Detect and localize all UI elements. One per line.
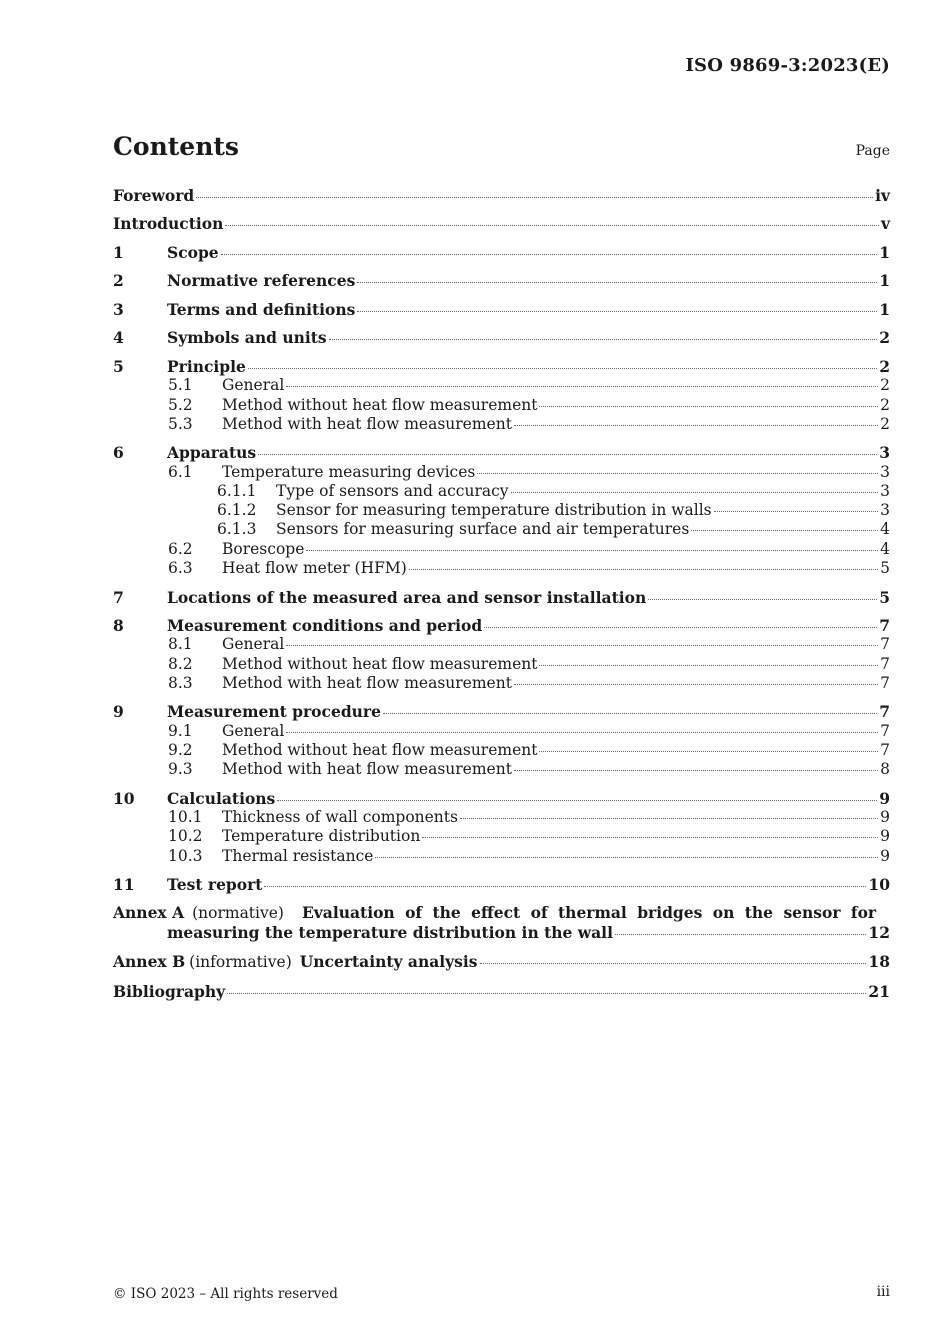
toc-entry-title: General [222, 635, 285, 654]
toc-entry-title: Terms and definitions [167, 299, 356, 319]
toc-entry-number: 3 [113, 299, 124, 319]
toc-entry-title: Method with heat flow measurement [222, 414, 512, 433]
toc-entry[interactable] [113, 808, 890, 827]
toc-entry-number: 7 [113, 587, 124, 607]
toc-entry[interactable] [113, 482, 890, 501]
toc-entry[interactable] [113, 271, 890, 290]
dot-leader [691, 530, 878, 531]
toc-entry[interactable] [113, 501, 890, 520]
toc-entry-page: 1 [879, 271, 890, 291]
page-column-label: Page [855, 143, 890, 159]
toc-entry[interactable] [113, 616, 890, 635]
toc-entry[interactable] [113, 300, 890, 319]
toc-entry-page: 3 [880, 501, 890, 520]
toc-entry-number: 8.1 [168, 635, 193, 654]
toc-entry-number: 8.2 [168, 654, 193, 673]
toc-entry-page: 9 [880, 827, 890, 846]
toc-entry-number: 5.1 [168, 376, 193, 395]
toc-entry-number: 6.1.2 [217, 501, 257, 520]
toc-entry-page: 7 [879, 702, 890, 722]
toc-entry-page: 7 [880, 654, 890, 673]
toc-entry-number: 10.2 [168, 827, 203, 846]
toc-entry-page: 4 [880, 520, 890, 539]
dot-leader [514, 770, 878, 771]
toc-entry-title: Normative references [167, 271, 356, 291]
toc-entry-page: 7 [880, 721, 890, 740]
toc-entry-bibliography[interactable] [113, 982, 890, 1001]
toc-entry-page: 7 [879, 616, 890, 636]
toc-entry-page: 2 [879, 328, 890, 348]
toc-entry-page: 3 [880, 462, 890, 481]
toc-entry-number: 11 [113, 875, 135, 895]
dot-leader [329, 339, 878, 340]
toc-entry-number: 6 [113, 443, 124, 463]
toc-entry-page: v [880, 214, 890, 234]
dot-leader [648, 599, 877, 600]
dot-leader [227, 993, 866, 994]
dot-leader [221, 254, 878, 255]
dot-leader [248, 368, 877, 369]
toc-entry-title: Thermal resistance [222, 846, 374, 865]
toc-entry-page: 7 [880, 673, 890, 692]
toc-entry-page: 5 [879, 587, 890, 607]
toc-entry-page: 2 [880, 395, 890, 414]
toc-entry-title: Foreword [113, 186, 195, 205]
dot-leader [264, 886, 866, 887]
toc-entry-number: 10 [113, 788, 135, 808]
toc-entry-number: 9.1 [168, 721, 193, 740]
toc-entry-title: Calculations [167, 788, 276, 808]
toc-entry[interactable] [113, 827, 890, 846]
toc-entry[interactable] [113, 415, 890, 434]
dot-leader [306, 550, 878, 551]
toc-entry-title: Measurement procedure [167, 702, 381, 722]
dot-leader [383, 713, 877, 714]
toc-entries [113, 186, 890, 894]
toc-entry-title: Temperature distribution [222, 827, 421, 846]
dot-leader [286, 386, 878, 387]
dot-leader [714, 511, 879, 512]
toc-entry-number: 5.2 [168, 395, 193, 414]
annex-a-label: Annex A [113, 903, 185, 923]
toc-entry[interactable] [113, 463, 890, 482]
dot-leader [357, 311, 877, 312]
toc-entry-page: 5 [880, 559, 890, 578]
toc-entry-number: 6.2 [168, 539, 193, 558]
dot-leader [514, 425, 878, 426]
toc-entry-title: Test report [167, 875, 263, 895]
toc-entry-page: 2 [880, 376, 890, 395]
toc-entry[interactable] [113, 186, 890, 205]
contents-heading: Contents [113, 132, 240, 161]
toc-entry-number: 6.1 [168, 462, 193, 481]
toc-entry-number: 5.3 [168, 414, 193, 433]
toc-entry-page: 7 [880, 635, 890, 654]
toc-entry[interactable] [113, 243, 890, 262]
toc-entry-title: Scope [167, 242, 219, 262]
toc-entry[interactable] [113, 702, 890, 721]
dot-leader [258, 454, 877, 455]
toc-entry[interactable] [113, 357, 890, 376]
toc-entry-page: 4 [880, 539, 890, 558]
toc-entry-title: Measurement conditions and period [167, 616, 483, 636]
toc-entry-page: 7 [880, 741, 890, 759]
dot-leader [539, 751, 878, 752]
toc-entry-title: Thickness of wall components [222, 808, 458, 827]
toc-entry[interactable] [113, 328, 890, 347]
toc-entry-page: 2 [879, 356, 890, 376]
toc-entry[interactable] [113, 396, 890, 415]
dot-leader [615, 934, 866, 935]
toc-entry[interactable] [113, 674, 890, 693]
dot-leader [539, 665, 878, 666]
toc-entry-title: Principle [167, 356, 246, 376]
toc-entry-page: 8 [880, 760, 890, 779]
toc-entry-number: 6.3 [168, 559, 193, 578]
toc-entry-title: Heat flow meter (HFM) [222, 559, 407, 578]
toc-entry-page: 2 [880, 414, 890, 433]
toc-entry-page: 9 [880, 846, 890, 865]
dot-leader [277, 800, 877, 801]
dot-leader [460, 818, 878, 819]
toc-entry-number: 6.1.3 [217, 520, 257, 539]
annex-b-title: Uncertainty analysis [299, 952, 478, 972]
toc-entry-number: 9.2 [168, 741, 193, 759]
toc-entry-title: General [222, 376, 285, 395]
annex-a-title-line2: measuring the temperature distribution in the wall [167, 923, 613, 943]
toc-entry-title: Type of sensors and accuracy [276, 481, 509, 500]
toc-entry-page: 1 [879, 299, 890, 319]
toc-entry-number: 8.3 [168, 673, 193, 692]
toc-entry-annex-a[interactable] [113, 903, 890, 943]
toc-entry-title: Method without heat flow measurement [222, 741, 538, 759]
dot-leader [196, 197, 873, 198]
dot-leader [480, 963, 867, 964]
dot-leader [422, 837, 878, 838]
bibliography-title: Bibliography [113, 981, 226, 1001]
dot-leader [286, 732, 878, 733]
dot-leader [357, 282, 877, 283]
toc-entry-title: Method with heat flow measurement [222, 673, 512, 692]
toc-entry-title: Method without heat flow measurement [222, 395, 538, 414]
toc-entry-number: 4 [113, 328, 124, 348]
toc-entry-annex-b[interactable] [113, 952, 890, 972]
document-id: ISO 9869-3:2023(E) [685, 55, 890, 76]
dot-leader [539, 406, 878, 407]
dot-leader [375, 857, 878, 858]
toc-entry[interactable] [113, 847, 890, 866]
dot-leader [477, 473, 878, 474]
toc-entry[interactable] [113, 635, 890, 654]
toc-entry-number: 10.3 [168, 846, 203, 865]
page-number: iii [876, 1284, 890, 1300]
toc-entry-title: Sensor for measuring temperature distribution in walls [276, 501, 712, 520]
toc-entry-title: Method without heat flow measurement [222, 654, 538, 673]
toc-entry-number: 2 [113, 271, 124, 291]
toc-entry[interactable] [113, 760, 890, 779]
dot-leader [286, 645, 878, 646]
toc-entry-title: Symbols and units [167, 328, 327, 348]
toc-entry-title: Borescope [222, 539, 305, 558]
toc-entry-page: 3 [879, 443, 890, 463]
toc-entry[interactable] [113, 875, 890, 894]
toc-entry-title: Locations of the measured area and sensor installation [167, 587, 647, 607]
toc-entry[interactable] [113, 789, 890, 808]
toc-entry[interactable] [113, 588, 890, 607]
dot-leader [225, 225, 879, 226]
toc-entry[interactable] [113, 540, 890, 559]
toc-entry-number: 9 [113, 702, 124, 722]
toc-entry-number: 5 [113, 356, 124, 376]
dot-leader [514, 684, 878, 685]
toc-entry-title: Apparatus [167, 443, 257, 463]
toc-entry-title: Introduction [113, 214, 224, 234]
toc-entry-title: Sensors for measuring surface and air temperatures [276, 520, 690, 539]
annex-b-label: Annex B [113, 952, 186, 972]
toc-entry-number: 9.3 [168, 760, 193, 779]
toc-entry-number: 10.1 [168, 808, 203, 827]
toc-entry-page: 1 [879, 242, 890, 262]
table-of-contents [113, 186, 890, 1001]
toc-entry-title: General [222, 721, 285, 740]
annex-b-kind: (informative) [189, 953, 292, 972]
toc-entry-number: 8 [113, 616, 124, 636]
bibliography-page: 21 [868, 981, 890, 1001]
toc-entry-number: 6.1.1 [217, 481, 257, 500]
copyright-notice: © ISO 2023 – All rights reserved [113, 1286, 338, 1302]
toc-entry[interactable] [113, 559, 890, 578]
annex-a-page: 12 [868, 923, 890, 943]
annex-b-page: 18 [868, 952, 890, 972]
toc-entry-page: 10 [868, 875, 890, 895]
annex-a-kind: (normative) [192, 904, 284, 923]
toc-entry[interactable] [113, 376, 890, 395]
annex-a-title-line1: Evaluation of the effect of thermal bridges on the sensor for [301, 903, 877, 923]
toc-entry-page: 9 [879, 788, 890, 808]
toc-entry-title: Temperature measuring devices [222, 462, 476, 481]
toc-entry-number: 1 [113, 242, 124, 262]
dot-leader [409, 569, 878, 570]
toc-entry[interactable] [113, 214, 890, 233]
toc-entry-page: iv [875, 186, 890, 205]
toc-entry-title: Method with heat flow measurement [222, 760, 512, 779]
toc-entry[interactable] [113, 520, 890, 539]
toc-entry[interactable] [113, 722, 890, 741]
dot-leader [511, 492, 879, 493]
toc-entry-page: 3 [880, 481, 890, 500]
toc-entry[interactable] [113, 741, 890, 760]
toc-entry[interactable] [113, 443, 890, 462]
toc-entry-page: 9 [880, 808, 890, 827]
dot-leader [484, 627, 877, 628]
toc-entry[interactable] [113, 655, 890, 674]
